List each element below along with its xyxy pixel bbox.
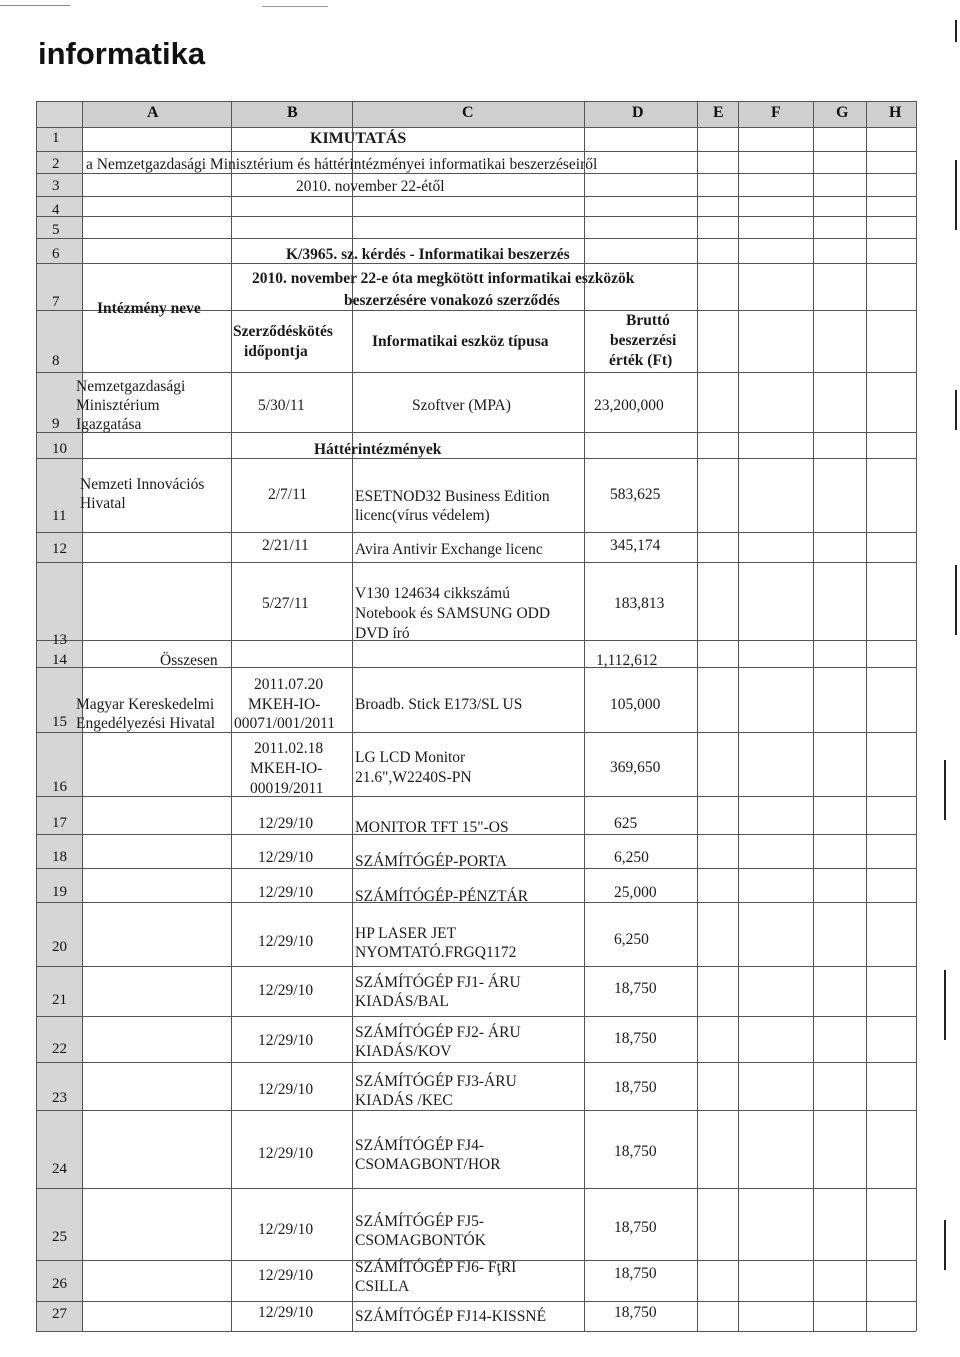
item-type: MONITOR TFT 15"-OS: [355, 819, 509, 836]
item-value: 18,750: [614, 1079, 657, 1096]
item-type-continued: NYOMTATÓ.FRGQ1172: [355, 944, 517, 961]
row-gridline: [36, 1062, 916, 1063]
r13-type-1: V130 124634 cikkszámú: [355, 585, 510, 602]
ministry-value: 23,200,000: [594, 397, 664, 414]
row-header-13[interactable]: 13: [52, 632, 67, 648]
item-value: 6,250: [614, 931, 649, 948]
header-value-3: érték (Ft): [609, 352, 673, 369]
r13-date: 5/27/11: [262, 595, 309, 612]
r15-date-2: MKEH-IO-: [248, 696, 321, 713]
row-header-9[interactable]: 9: [52, 416, 60, 432]
header-type: Informatikai eszköz típusa: [372, 333, 549, 350]
margin-mark: [944, 970, 946, 1040]
contracts-caption-1: 2010. november 22-e óta megkötött informatikai eszközök: [252, 270, 635, 287]
item-value: 18,750: [614, 1030, 657, 1047]
r11-date: 2/7/11: [268, 486, 308, 503]
item-date: 12/29/10: [258, 933, 314, 950]
margin-mark: [955, 160, 957, 230]
contracts-caption-2: beszerzésére vonakozó szerződés: [344, 292, 560, 309]
row-header-24[interactable]: 24: [52, 1161, 67, 1177]
row-header-6[interactable]: 6: [52, 246, 60, 262]
margin-mark: [944, 760, 946, 820]
r16-value: 369,650: [610, 759, 661, 776]
item-value: 18,750: [614, 1265, 657, 1282]
row-gridline: [36, 1301, 916, 1302]
row-header-18[interactable]: 18: [52, 849, 67, 865]
r13-type-3: DVD író: [355, 625, 410, 642]
item-value: 18,750: [614, 1143, 657, 1160]
r12-value: 345,174: [610, 537, 661, 554]
item-type: HP LASER JET: [355, 925, 457, 942]
header-institution: Intézmény neve: [97, 300, 201, 317]
row-gridline: [36, 532, 916, 533]
page-title: informatika: [38, 36, 206, 71]
item-date: 12/29/10: [258, 1267, 314, 1284]
item-type: SZÁMÍTÓGÉP-PORTA: [355, 853, 507, 870]
margin-mark: [955, 390, 957, 430]
row-gridline: [36, 216, 916, 217]
item-value: 18,750: [614, 1219, 657, 1236]
row-header-27[interactable]: 27: [52, 1306, 67, 1322]
r12-date: 2/21/11: [262, 537, 309, 554]
mkeh-name-2: Engedélyezési Hivatal: [76, 715, 216, 732]
r12-type: Avira Antivir Exchange licenc: [355, 541, 543, 558]
column-gridline: [738, 101, 739, 1331]
r15-value: 105,000: [610, 696, 661, 713]
row-header-19[interactable]: 19: [52, 884, 67, 900]
column-gridline: [697, 101, 698, 1331]
row-gridline: [36, 1188, 916, 1189]
r16-date-2: MKEH-IO-: [250, 760, 323, 777]
row-header-4[interactable]: 4: [52, 202, 60, 218]
margin-mark: [955, 565, 957, 635]
r16-date-3: 00019/2011: [250, 780, 324, 797]
column-gridline: [231, 101, 232, 1331]
ministry-type: Szoftver (MPA): [412, 397, 511, 414]
row-header-23[interactable]: 23: [52, 1090, 67, 1106]
item-type-continued: KIADÁS /KEC: [355, 1092, 453, 1109]
column-gridline: [916, 101, 917, 1331]
item-date: 12/29/10: [258, 1081, 314, 1098]
item-value: 18,750: [614, 980, 657, 997]
r13-value: 183,813: [614, 595, 665, 612]
item-type-continued: CSILLA: [355, 1278, 410, 1295]
row-header-20[interactable]: 20: [52, 939, 67, 955]
section-header: Háttérintézmények: [314, 441, 442, 458]
row-header-26[interactable]: 26: [52, 1276, 67, 1292]
row-gridline: [36, 966, 916, 967]
row-header-14[interactable]: 14: [52, 652, 67, 668]
row-gridline: [36, 372, 916, 373]
r15-date-3: 00071/001/2011: [234, 715, 336, 732]
header-date-1: Szerződéskötés: [233, 323, 333, 340]
row-header-16[interactable]: 16: [52, 779, 67, 795]
header-value-2: beszerzési: [610, 332, 677, 349]
ministry-name-3: Igazgatása: [76, 416, 142, 433]
report-subtitle: a Nemzetgazdasági Minisztérium és háttérintézményei informatikai beszerzéseiről: [86, 156, 598, 173]
r11-value: 583,625: [610, 486, 661, 503]
item-type: SZÁMÍTÓGÉP FJ6- FţRI: [355, 1259, 517, 1276]
r16-date-1: 2011.02.18: [254, 740, 324, 757]
item-value: 25,000: [614, 884, 657, 901]
r11-type-1: ESETNOD32 Business Edition: [355, 488, 550, 505]
row-header-15[interactable]: 15: [52, 714, 67, 730]
item-type: SZÁMÍTÓGÉP FJ1- ÁRU: [355, 974, 521, 991]
row-header-10[interactable]: 10: [52, 441, 67, 457]
total-label: Összesen: [160, 652, 218, 669]
item-type: SZÁMÍTÓGÉP FJ4-: [355, 1137, 485, 1154]
row-gridline: [36, 562, 916, 563]
row-gridline: [36, 151, 916, 152]
item-date: 12/29/10: [258, 884, 314, 901]
column-header-a[interactable]: A: [147, 104, 159, 121]
item-date: 12/29/10: [258, 815, 314, 832]
row-gridline: [36, 127, 916, 128]
column-gridline: [866, 101, 867, 1331]
item-type: SZÁMÍTÓGÉP FJ3-ÁRU: [355, 1073, 517, 1090]
item-date: 12/29/10: [258, 1221, 314, 1238]
row-header-25[interactable]: 25: [52, 1229, 67, 1245]
item-type: SZÁMÍTÓGÉP FJ5-: [355, 1213, 485, 1230]
total-value: 1,112,612: [596, 652, 658, 669]
row-header-11[interactable]: 11: [52, 508, 67, 524]
item-date: 12/29/10: [258, 1304, 314, 1321]
item-value: 6,250: [614, 849, 649, 866]
margin-mark: [955, 20, 957, 42]
column-header-c[interactable]: C: [462, 104, 474, 121]
report-date: 2010. november 22-étől: [296, 178, 445, 195]
row-header-8[interactable]: 8: [52, 353, 60, 369]
column-header-h[interactable]: H: [889, 104, 902, 121]
nih-name-2: Hivatal: [80, 495, 126, 512]
item-type: SZÁMÍTÓGÉP-PÉNZTÁR: [355, 888, 529, 905]
row-gridline: [36, 238, 916, 239]
row-gridline: [36, 796, 916, 797]
item-type-continued: CSOMAGBONTÓK: [355, 1232, 486, 1249]
header-date-2: időpontja: [244, 343, 308, 360]
item-date: 12/29/10: [258, 849, 314, 866]
ministry-name-1: Nemzetgazdasági: [76, 378, 186, 395]
row-header-2[interactable]: 2: [52, 156, 60, 172]
r15-date-1: 2011.07.20: [254, 676, 324, 693]
column-gridline: [36, 101, 37, 1331]
row-header-5[interactable]: 5: [52, 222, 60, 238]
row-gridline: [36, 196, 916, 197]
report-title: KIMUTATÁS: [310, 130, 407, 147]
column-header-e[interactable]: E: [713, 104, 724, 121]
row-header-1[interactable]: 1: [52, 130, 60, 146]
ministry-date: 5/30/11: [258, 397, 305, 414]
question-ref: K/3965. sz. kérdés - Informatikai beszerzés: [286, 246, 570, 263]
r11-type-2: licenc(vírus védelem): [355, 507, 490, 524]
row-header-7[interactable]: 7: [52, 294, 60, 310]
row-gridline: [36, 432, 916, 433]
nih-name-1: Nemzeti Innovációs: [80, 476, 205, 493]
item-type-continued: CSOMAGBONT/HOR: [355, 1156, 501, 1173]
item-date: 12/29/10: [258, 982, 314, 999]
item-date: 12/29/10: [258, 1032, 314, 1049]
row-gridline: [36, 1016, 916, 1017]
item-type-continued: KIADÁS/KOV: [355, 1043, 452, 1060]
row-header-22[interactable]: 22: [52, 1041, 67, 1057]
header-value-1: Bruttó: [626, 312, 670, 329]
row-gridline: [36, 640, 916, 641]
row-gridline: [36, 1331, 916, 1332]
item-date: 12/29/10: [258, 1145, 314, 1162]
r15-type: Broadb. Stick E173/SL US: [355, 696, 523, 713]
row-header-17[interactable]: 17: [52, 815, 67, 831]
column-header-b[interactable]: B: [287, 104, 298, 121]
column-header-d[interactable]: D: [632, 104, 644, 121]
row-gridline: [36, 1110, 916, 1111]
mkeh-name-1: Magyar Kereskedelmi: [76, 696, 215, 713]
column-header-g[interactable]: G: [836, 104, 849, 121]
item-type: SZÁMÍTÓGÉP FJ14-KISSNÉ: [355, 1308, 547, 1325]
row-header-21[interactable]: 21: [52, 992, 67, 1008]
column-gridline: [813, 101, 814, 1331]
margin-mark: [944, 1220, 946, 1270]
item-value: 625: [614, 815, 638, 832]
item-value: 18,750: [614, 1304, 657, 1321]
row-gridline: [36, 458, 916, 459]
r16-type-2: 21.6",W2240S-PN: [355, 769, 472, 786]
row-header-3[interactable]: 3: [52, 178, 60, 194]
r16-type-1: LG LCD Monitor: [355, 749, 466, 766]
ministry-name-2: Minisztérium: [76, 397, 160, 414]
r13-type-2: Notebook és SAMSUNG ODD: [355, 605, 551, 622]
item-type-continued: KIADÁS/BAL: [355, 993, 449, 1010]
row-gridline: [36, 101, 916, 102]
column-header-band: [36, 101, 916, 127]
item-type: SZÁMÍTÓGÉP FJ2- ÁRU: [355, 1024, 521, 1041]
row-header-12[interactable]: 12: [52, 541, 67, 557]
column-header-f[interactable]: F: [771, 104, 781, 121]
